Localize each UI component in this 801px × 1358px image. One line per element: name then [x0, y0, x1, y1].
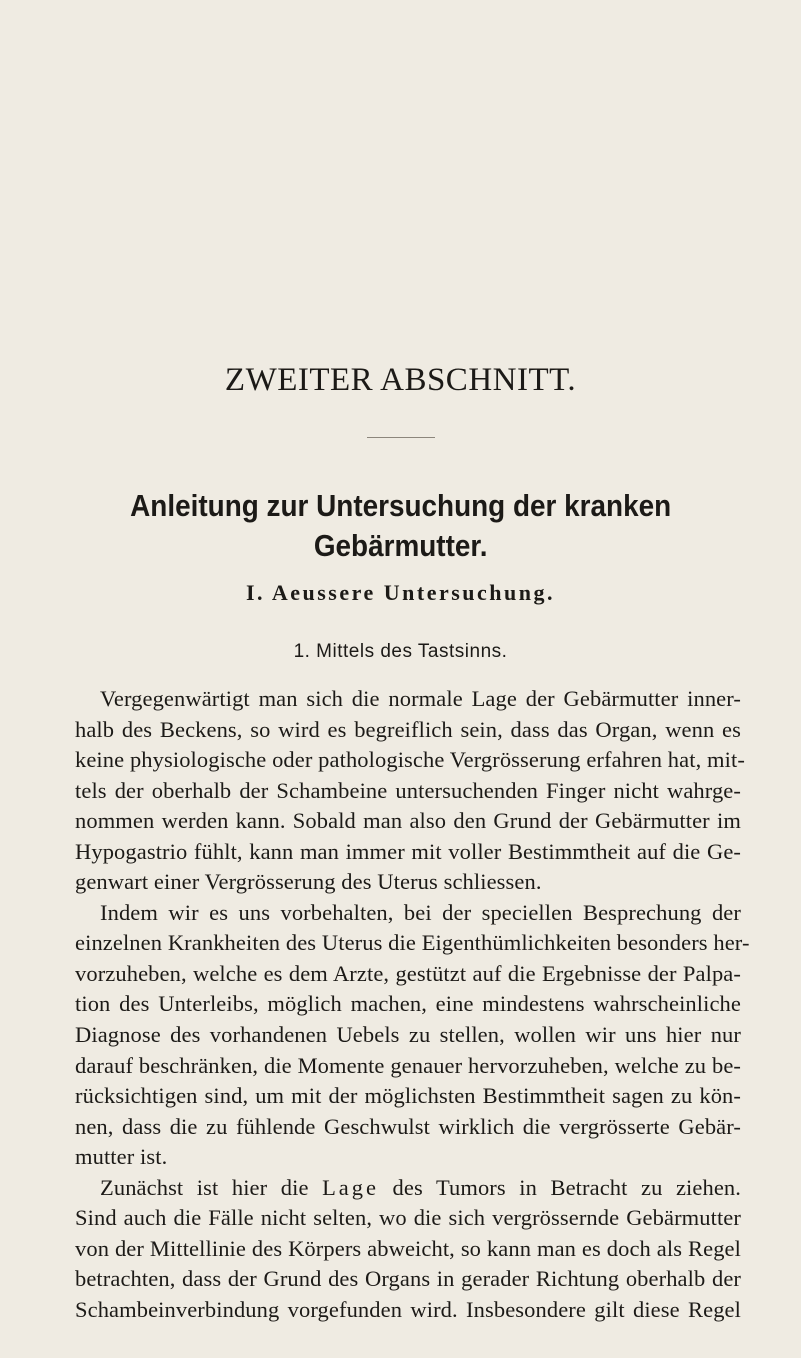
text-fragment: Zunächst ist hier die — [100, 1174, 309, 1200]
text-line: vorzuheben, welche es dem Arzte, gestützt auf die Ergebnisse der Palpa- — [75, 960, 741, 986]
text-line: einzelnen Krankheiten des Uterus die Eigenthümlichkeiten besonders her- — [75, 930, 750, 956]
text-line: Hypogastrio fühlt, kann man immer mit voller Bestimmtheit auf die Ge- — [75, 838, 741, 864]
emphasized-word: Lage — [322, 1174, 380, 1200]
text-line: von der Mittellinie des Körpers abweicht, so kann man es doch als Regel — [75, 1235, 741, 1261]
text-line: darauf beschränken, die Momente genauer hervorzuheben, welche zu be- — [75, 1052, 741, 1078]
text-line: mutter ist. — [75, 1144, 168, 1170]
text-line: nen, dass die zu fühlende Geschwulst wirklich die vergrösserte Gebär- — [75, 1113, 741, 1139]
body-text — [75, 684, 750, 1325]
text-line: tels der oberhalb der Schambeine untersuchenden Finger nicht wahrge- — [75, 777, 741, 803]
chapter-title: Anleitung zur Untersuchung der kranken Gebärmutter. — [130, 488, 672, 563]
text-line: betrachten, dass der Grund des Organs in gerader Richtung oberhalb der — [75, 1266, 741, 1292]
text-line: nommen werden kann. Sobald man also den Grund der Gebärmutter im — [75, 808, 741, 834]
text-line: rücksichtigen sind, um mit der möglichsten Bestimmtheit sagen zu kön- — [75, 1083, 741, 1109]
text-line: Vergegenwärtigt man sich die normale Lage der Gebärmutter inner- — [100, 686, 741, 711]
text-line: genwart einer Vergrösserung des Uterus schliessen. — [75, 869, 542, 895]
text-line: Indem wir es uns vorbehalten, bei der speciellen Besprechung der — [100, 899, 741, 925]
text-line: tion des Unterleibs, möglich machen, eine mindestens wahrscheinliche — [75, 991, 741, 1017]
text-line: Schambeinverbindung vorgefunden wird. Insbesondere gilt diese Regel — [75, 1296, 741, 1322]
subsection-title: I. Aeussere Untersuchung. — [245, 580, 555, 605]
text-line: Sind auch die Fälle nicht selten, wo die sich vergrössernde Gebärmutter — [75, 1205, 741, 1231]
sub-subsection-title: 1. Mittels des Tastsinns. — [293, 641, 508, 662]
text-line: Diagnose des vorhandenen Uebels zu stellen, wollen wir uns hier nur — [75, 1022, 741, 1048]
text-line: keine physiologische oder pathologische Vergrösserung erfahren hat, mit- — [75, 747, 745, 773]
text-line: halb des Beckens, so wird es begreiflich sein, dass das Organ, wenn es — [75, 716, 741, 742]
section-title: ZWEITER ABSCHNITT. — [224, 362, 577, 398]
text-fragment: des Tumors in Betracht zu ziehen. — [392, 1174, 741, 1200]
text-line — [75, 1173, 741, 1204]
title-divider — [367, 437, 435, 438]
